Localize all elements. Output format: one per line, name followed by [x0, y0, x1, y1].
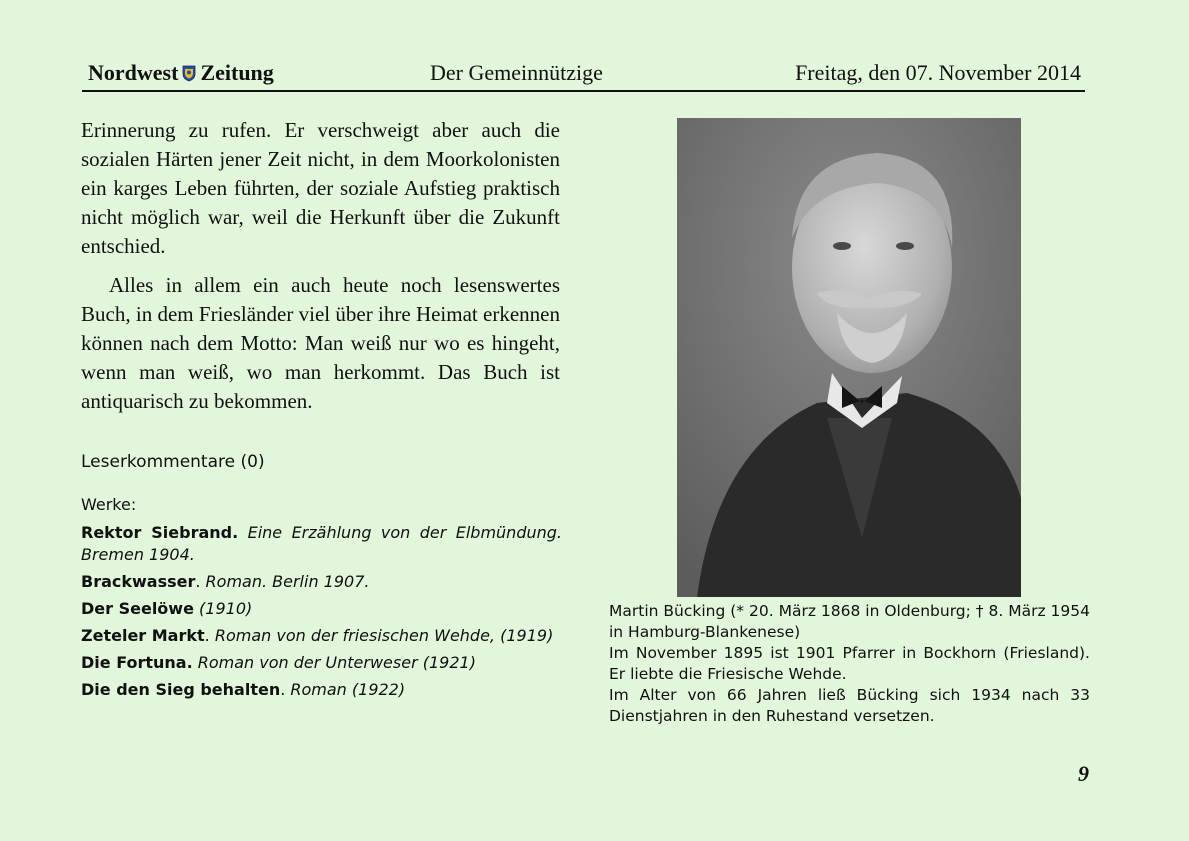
works-item-detail: Roman von der friesischen Wehde, (1919) — [214, 626, 554, 645]
works-item — [81, 571, 562, 593]
page-header — [82, 58, 1085, 92]
works-item-name: Die den Sieg behalten — [81, 680, 281, 699]
works-item-separator: . — [195, 572, 206, 591]
crest-icon — [182, 65, 196, 82]
portrait-photo — [677, 118, 1021, 597]
portrait-illustration — [677, 118, 1021, 597]
caption-line-3: Im Alter von 66 Jahren ließ Bücking sich 1934 nach 33 Dienstjahren in den Ruhestand versetzen. — [609, 686, 1090, 725]
works-item-detail: Roman. Berlin 1907. — [205, 572, 370, 591]
photo-caption — [609, 601, 1090, 727]
works-item-detail: Eine Erzählung von der Elbmündung. Bremen 1904. — [81, 523, 562, 564]
works-item-separator: . — [280, 680, 291, 699]
works-list — [81, 494, 562, 706]
works-item — [81, 625, 562, 647]
masthead — [88, 60, 274, 86]
works-item-name: Brackwasser — [81, 572, 196, 591]
article-paragraph-1: Erinnerung zu rufen. Er verschweigt aber auch die sozialen Härten jener Zeit nicht, in dem Moorkolonisten ein karges Leben führten, der soziale Aufstieg praktisch nicht möglich war, weil die Herkunft über die Zukunft entschied. — [81, 118, 560, 258]
caption-line-2: Im November 1895 ist 1901 Pfarrer in Bockhorn (Friesland). Er liebte die Friesische Wehde. — [609, 644, 1090, 683]
comments-link[interactable]: Leserkommentare (0) — [81, 452, 265, 472]
article-body — [81, 116, 560, 426]
works-item-detail: Roman (1922) — [290, 680, 406, 699]
masthead-word-1: Nordwest — [88, 60, 179, 85]
works-item-name: Die Fortuna. — [81, 653, 193, 672]
page-number: 9 — [1078, 761, 1089, 786]
works-item-name: Der Seelöwe — [81, 599, 194, 618]
works-item-name: Rektor Siebrand. — [81, 523, 239, 542]
works-item — [81, 679, 562, 701]
works-item — [81, 598, 562, 620]
works-item-name: Zeteler Markt — [81, 626, 205, 645]
works-item-detail: (1910) — [199, 599, 253, 618]
caption-line-1: Martin Bücking (* 20. März 1868 in Oldenburg; † 8. März 1954 in Hamburg-Blankenese) — [609, 602, 1090, 641]
works-item — [81, 652, 562, 674]
masthead-word-2: Zeitung — [200, 60, 274, 85]
header-date: Freitag, den 07. November 2014 — [795, 60, 1081, 85]
article-paragraph-2: Alles in allem ein auch heute noch lesenswertes Buch, in dem Friesländer viel über ihre Heimat erkennen können nach dem Motto: Man weiß nur wo es hingeht, wenn man weiß, wo man herkommt. Das Buch ist antiquarisch zu bekommen. — [81, 273, 560, 413]
works-title: Werke: — [81, 495, 137, 514]
works-item-separator: . — [204, 626, 215, 645]
works-item — [81, 522, 562, 566]
header-section-title: Der Gemeinnützige — [430, 60, 603, 85]
works-item-detail: Roman von der Unterweser (1921) — [197, 653, 476, 672]
